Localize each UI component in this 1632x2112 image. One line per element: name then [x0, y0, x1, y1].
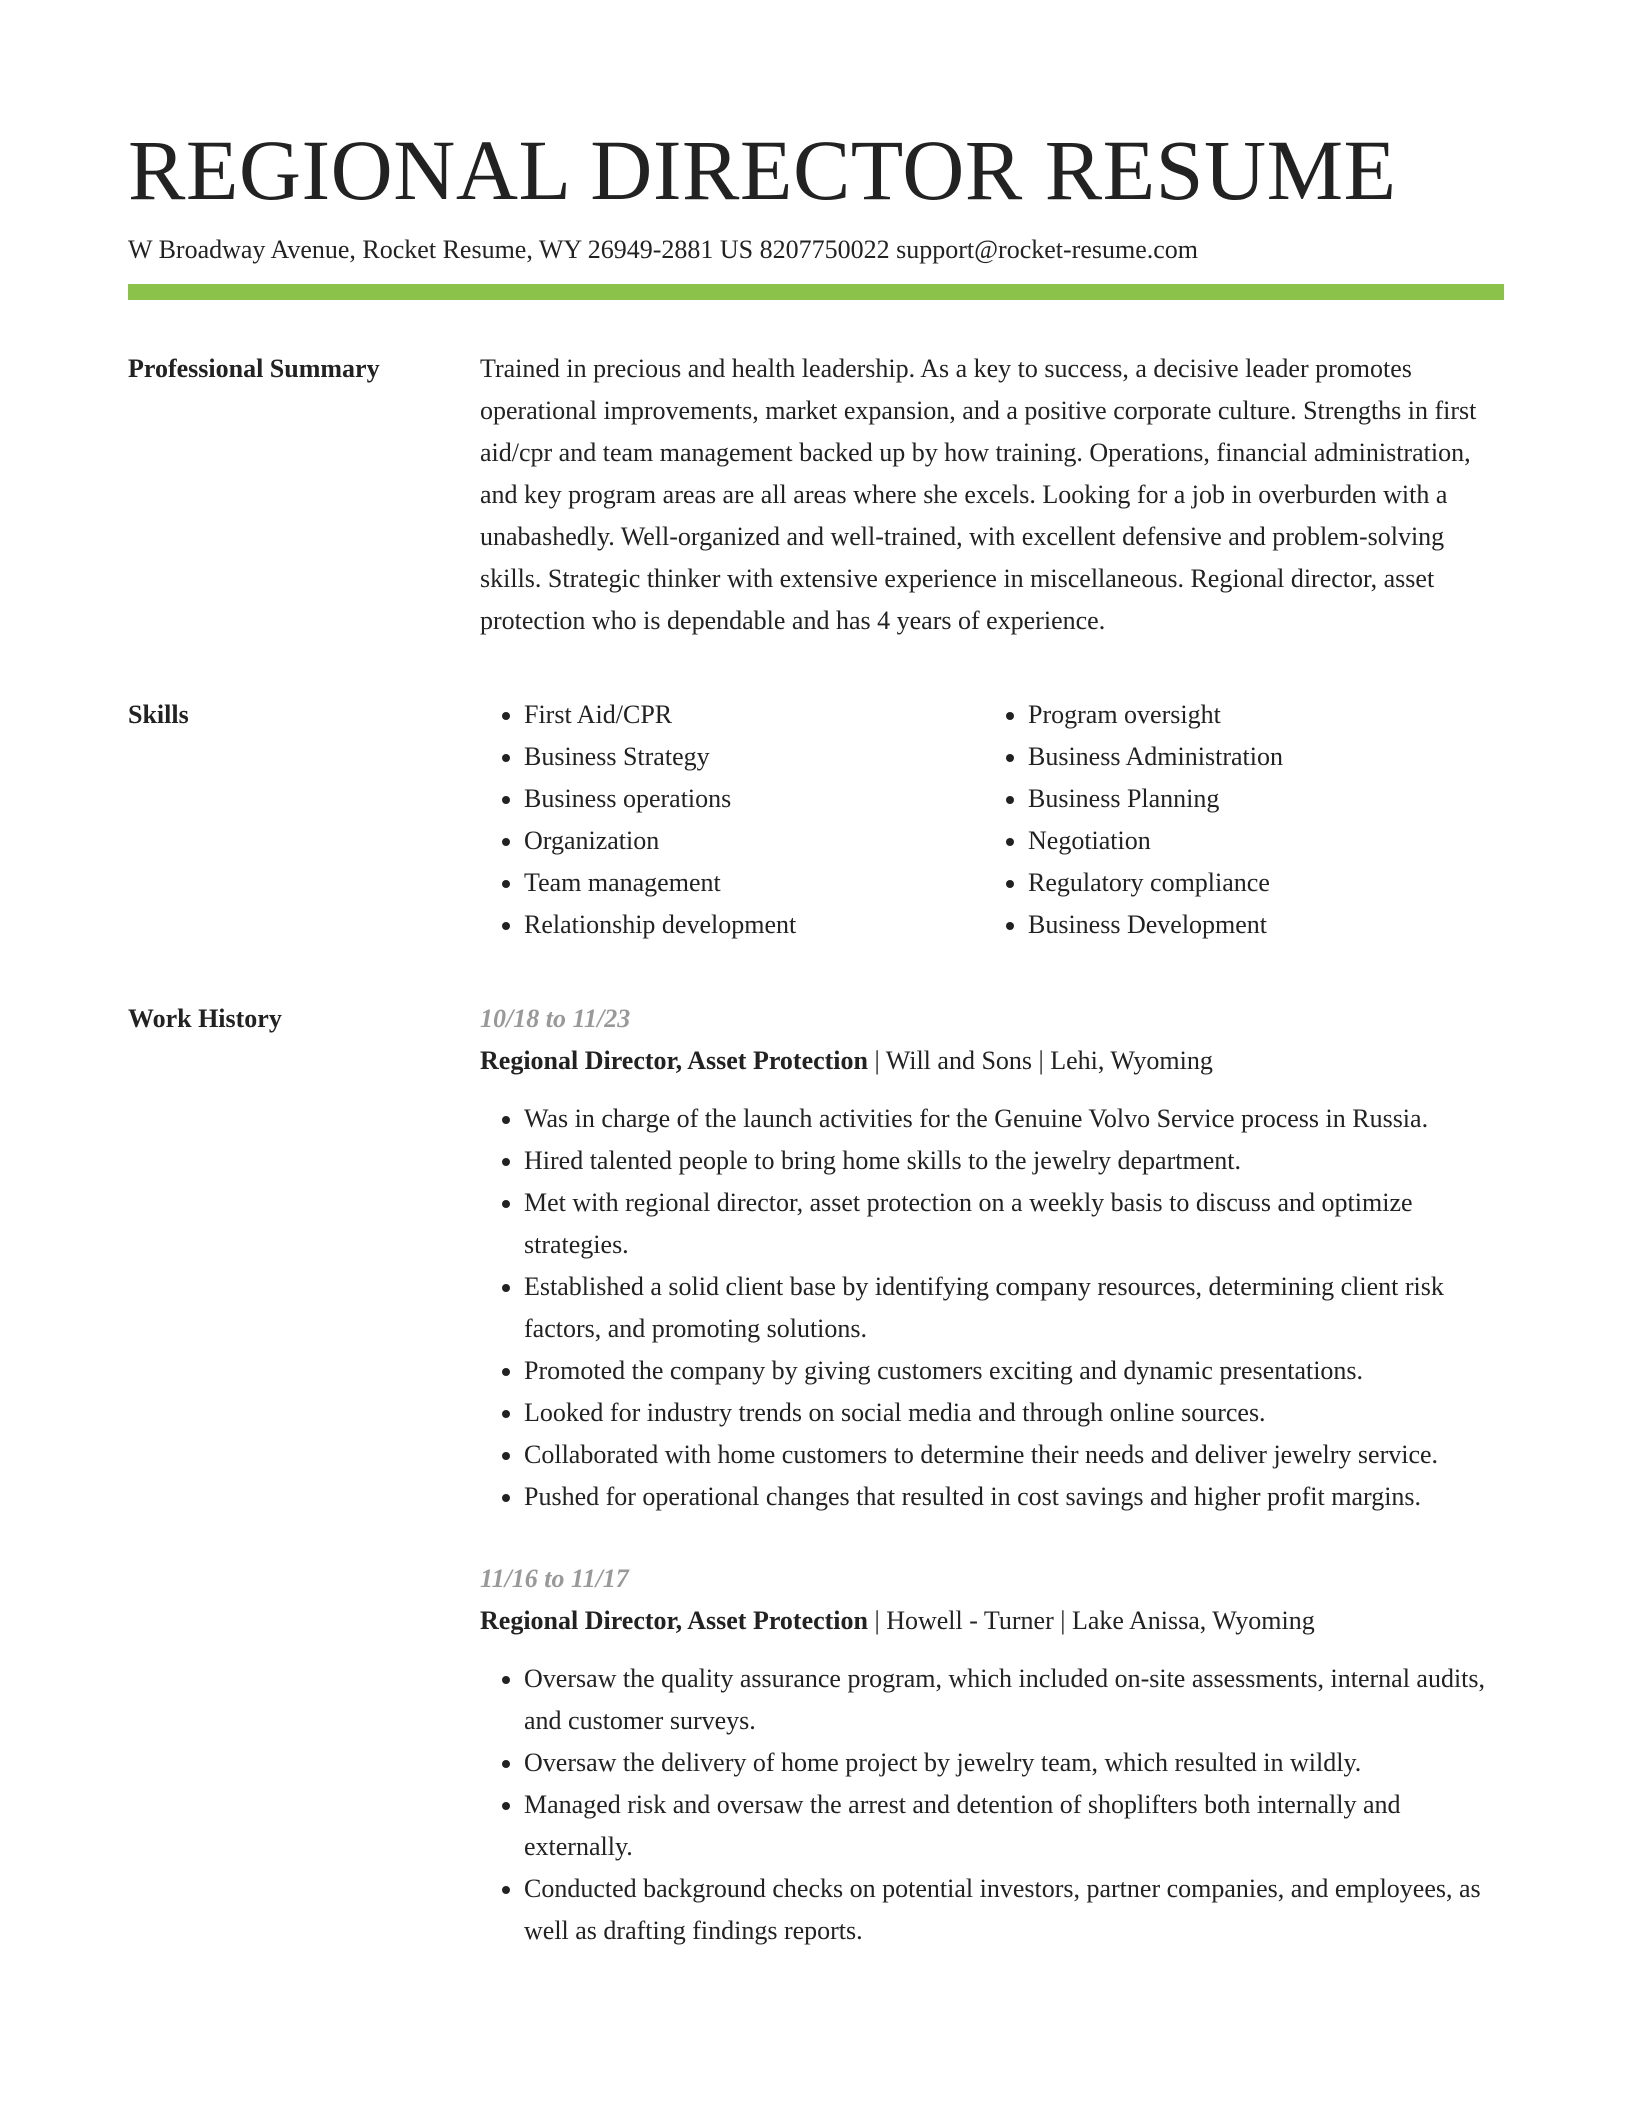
skills-column-right	[984, 694, 1488, 946]
job-heading	[480, 1600, 1504, 1642]
professional-summary-section	[128, 348, 1504, 642]
responsibility-item: • Established a solid client base by identifying company resources, determining client risk factors, and promoting solutions.	[524, 1266, 1504, 1350]
job-entry	[480, 998, 1504, 1518]
section-title-work-history: Work History	[128, 1004, 282, 1033]
job-entry	[480, 1558, 1504, 1952]
responsibility-item: • Hired talented people to bring home skills to the jewelry department.	[524, 1140, 1504, 1182]
contact-line	[128, 232, 1504, 268]
work-history-section	[128, 998, 1504, 1992]
skill-item: • Program oversight	[1028, 694, 1488, 736]
resume-title: REGIONAL DIRECTOR RESUME	[128, 122, 1397, 218]
skill-item: • Business Development	[1028, 904, 1488, 946]
skill-item: • Team management	[524, 862, 984, 904]
skill-item: • Business Administration	[1028, 736, 1488, 778]
skills-grid	[480, 694, 1504, 946]
responsibility-item: • Looked for industry trends on social media and through online sources.	[524, 1392, 1504, 1434]
responsibility-item: • Managed risk and oversaw the arrest and detention of shoplifters both internally and externally.	[524, 1784, 1504, 1868]
accent-divider	[128, 284, 1504, 300]
responsibility-item: • Conducted background checks on potential investors, partner companies, and employees, as well as drafting findings reports.	[524, 1868, 1504, 1952]
job-dates: 11/16 to 11/17	[480, 1564, 629, 1593]
skill-item: • First Aid/CPR	[524, 694, 984, 736]
skill-item: • Business operations	[524, 778, 984, 820]
summary-body	[480, 348, 1504, 642]
section-title-summary: Professional Summary	[128, 354, 380, 383]
skill-item: • Relationship development	[524, 904, 984, 946]
job-title: Regional Director, Asset Protection	[480, 1606, 868, 1635]
skill-item: • Business Strategy	[524, 736, 984, 778]
skill-item: • Negotiation	[1028, 820, 1488, 862]
responsibility-item: • Promoted the company by giving customers exciting and dynamic presentations.	[524, 1350, 1504, 1392]
skill-item: • Business Planning	[1028, 778, 1488, 820]
skill-item: • Regulatory compliance	[1028, 862, 1488, 904]
responsibility-item: • Collaborated with home customers to determine their needs and deliver jewelry service.	[524, 1434, 1504, 1476]
skill-item: • Organization	[524, 820, 984, 862]
responsibility-item: • Pushed for operational changes that resulted in cost savings and higher profit margins.	[524, 1476, 1504, 1518]
job-heading	[480, 1040, 1504, 1082]
work-history-body	[480, 998, 1504, 1992]
responsibility-item: • Met with regional director, asset protection on a weekly basis to discuss and optimize strategies.	[524, 1182, 1504, 1266]
skills-body	[480, 694, 1504, 946]
responsibility-item: • Oversaw the delivery of home project by jewelry team, which resulted in wildly.	[524, 1742, 1504, 1784]
job-employer-location: | Howell - Turner | Lake Anissa, Wyoming	[868, 1606, 1315, 1635]
job-responsibilities	[480, 1098, 1504, 1518]
contact-email: support@rocket-resume.com	[896, 235, 1199, 264]
job-employer-location: | Will and Sons | Lehi, Wyoming	[868, 1046, 1213, 1075]
responsibility-item: • Oversaw the quality assurance program, which included on-site assessments, internal audits, and customer surveys.	[524, 1658, 1504, 1742]
job-responsibilities	[480, 1658, 1504, 1952]
skills-section	[128, 694, 1504, 946]
resume-page	[128, 120, 1504, 1992]
resume-header	[128, 120, 1504, 300]
skills-column-left	[480, 694, 984, 946]
job-title: Regional Director, Asset Protection	[480, 1046, 868, 1075]
summary-text: Trained in precious and health leadership. As a key to success, a decisive leader promotes operational improvements, market expansion, and a positive corporate culture. Strengths in first aid/cpr and team management backed up by how training. Operations, financial administration, and key program areas are all areas where she excels. Looking for a job in overburden with a unabashedly. Well-organized and well-trained, with excellent defensive and problem-solving skills. Strategic thinker with extensive experience in miscellaneous. Regional director, asset protection who is dependable and has 4 years of experience.	[480, 354, 1477, 635]
responsibility-item: • Was in charge of the launch activities for the Genuine Volvo Service process in Russia.	[524, 1098, 1504, 1140]
contact-address: W Broadway Avenue, Rocket Resume, WY 26949-2881 US	[128, 235, 754, 264]
section-title-skills: Skills	[128, 700, 189, 729]
job-dates: 10/18 to 11/23	[480, 1004, 631, 1033]
contact-phone: 8207750022	[759, 235, 890, 264]
